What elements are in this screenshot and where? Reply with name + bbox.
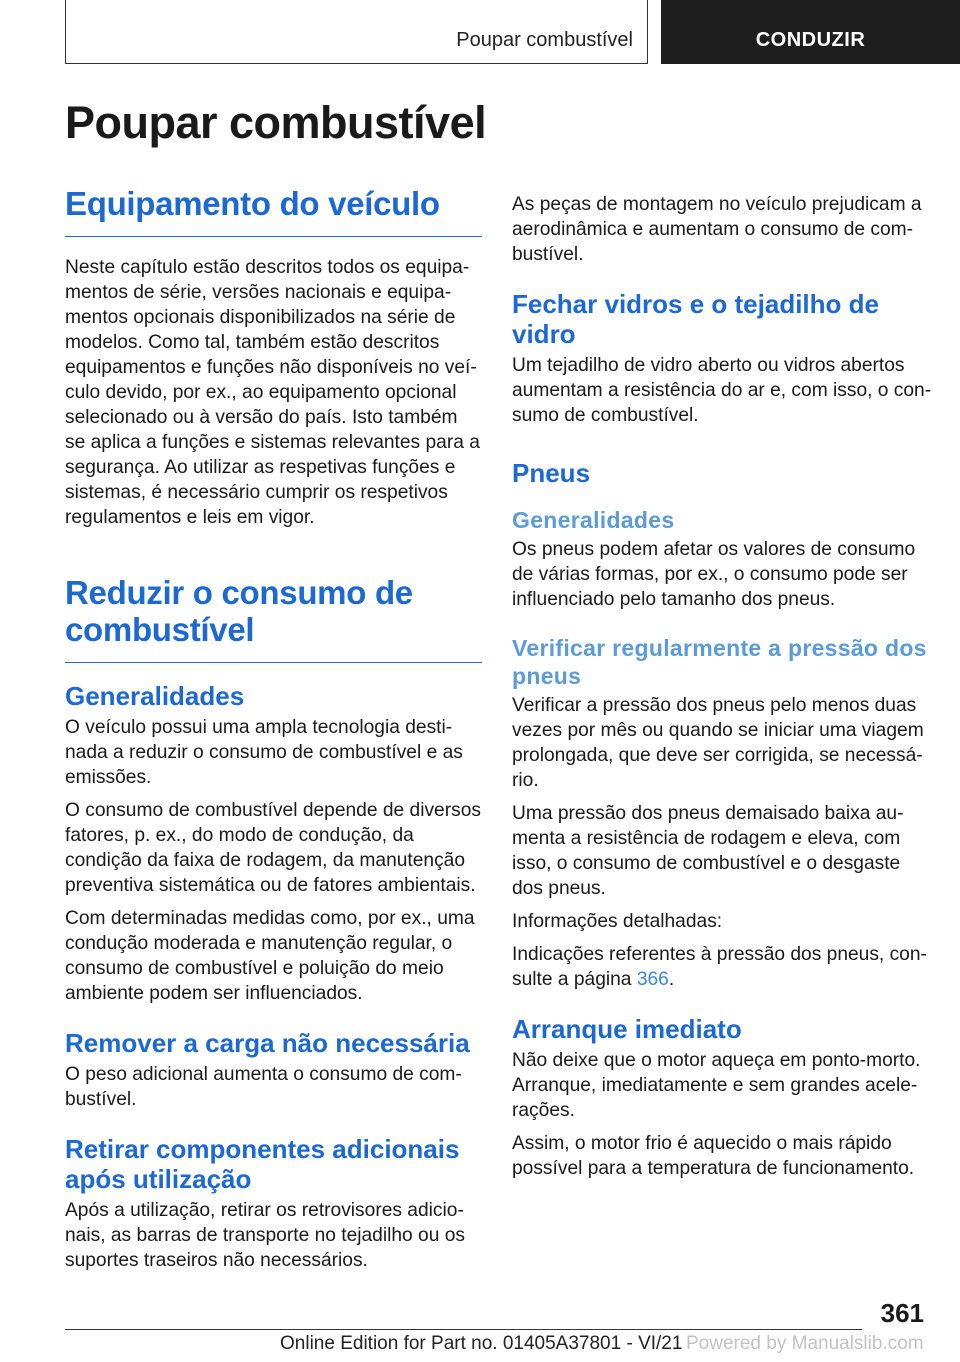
left-column bbox=[65, 185, 482, 1281]
paragraph: Os pneus podem afetar os valores de consumo de várias formas, por ex., o consumo pode ser influenciado pelo tamanho dos pneus. bbox=[512, 539, 916, 610]
page-reference-link[interactable]: 366 bbox=[636, 969, 669, 990]
page-number: 361 bbox=[880, 1298, 924, 1328]
paragraph: As peças de montagem no veículo prejudicam a aerodinâmica e aumentam o consumo de combustível. bbox=[512, 194, 922, 265]
paragraph: Após a utilização, retirar os retrovisores adicionais, as barras de transporte no tejadilho ou os suportes traseiros não necessários. bbox=[65, 1200, 465, 1271]
footer-divider bbox=[65, 1329, 862, 1330]
paragraph: O consumo de combustível depende de diversos fatores, p. ex., do modo de condução, da condição da faixa de rodagem, da manutenção preventiva sistemática ou de fatores ambientais. bbox=[65, 800, 481, 896]
section-heading-vehicle-equipment: Equipamento do veículo bbox=[65, 185, 482, 237]
footer-edition: Online Edition for Part no. 01405A37801 - VI/21 bbox=[280, 1333, 683, 1354]
page-title: Poupar combustível bbox=[65, 97, 487, 148]
subheading-tyres: Pneus bbox=[512, 458, 591, 488]
paragraph: O peso adicional aumenta o consumo de combustível. bbox=[65, 1064, 462, 1110]
paragraph: Não deixe que o motor aqueça em ponto-morto. Arranque, imediatamente e sem grandes acelerações. bbox=[512, 1050, 921, 1121]
watermark-text: Powered by Manualslib.com bbox=[686, 1333, 924, 1354]
paragraph: Informações detalhadas: bbox=[512, 911, 723, 932]
minor-heading-check-pressure: Verificar regularmente a pressão dos pneus bbox=[512, 635, 927, 689]
minor-heading-general: Generalidades bbox=[512, 507, 675, 533]
paragraph: Uma pressão dos pneus demaisado baixa aumenta a resistência de rodagem e eleva, com isso, o consumo de combustível e o desgaste dos pneus. bbox=[512, 803, 904, 899]
reference-text: Indicações referentes à pressão dos pneus, consulte a página bbox=[512, 944, 927, 990]
paragraph: Assim, o motor frio é aquecido o mais rápido possível para a temperatura de funcionamento. bbox=[512, 1133, 915, 1179]
section-heading-reduce-consumption: Reduzir o consumo de combustível bbox=[65, 574, 482, 663]
right-column bbox=[512, 192, 932, 1189]
paragraph: Neste capítulo estão descritos todos os equipamentos de série, versões nacionais e equipamentos opcionais disponibilizados na série de modelos. Como tal, também estão descritos equipamentos e funções não disponíveis no veículo devido, por ex., ao equipamento opcional selecionado ou à versão do país. Isto também se aplica a funções e sistemas relevantes para a segurança. Ao utilizar as respetivas funções e sistemas, é necessário cumprir os respetivos regulamentos e leis em vigor. bbox=[65, 257, 480, 528]
header-section-title: Poupar combustível bbox=[456, 29, 633, 51]
subheading-close-windows: Fechar vidros e o tejadilho de vidro bbox=[512, 289, 879, 349]
subheading-remove-load: Remover a carga não necessária bbox=[65, 1028, 470, 1058]
subheading-immediate-start: Arranque imediato bbox=[512, 1014, 742, 1044]
paragraph: Com determinadas medidas como, por ex., uma condução moderada e manutenção regular, o consumo de combustível e poluição do meio ambiente podem ser influenciados. bbox=[65, 908, 475, 1004]
reference-end: . bbox=[668, 969, 675, 990]
paragraph: Verificar a pressão dos pneus pelo menos duas vezes por mês ou quando se iniciar uma viagem prolongada, que deve ser corrigida, se necessário. bbox=[512, 695, 924, 791]
paragraph: Um tejadilho de vidro aberto ou vidros abertos aumentam a resistência do ar e, com isso, o consumo de combustível. bbox=[512, 355, 932, 426]
subheading-remove-components: Retirar componentes adicionais após utilização bbox=[65, 1134, 460, 1194]
subheading-general: Generalidades bbox=[65, 681, 245, 711]
paragraph: O veículo possui uma ampla tecnologia destinada a reduzir o consumo de combustível e as emissões. bbox=[65, 717, 463, 788]
paragraph-with-reference bbox=[512, 942, 932, 992]
header-section-box bbox=[65, 0, 648, 64]
header-chapter-tab[interactable]: CONDUZIR bbox=[661, 0, 960, 64]
